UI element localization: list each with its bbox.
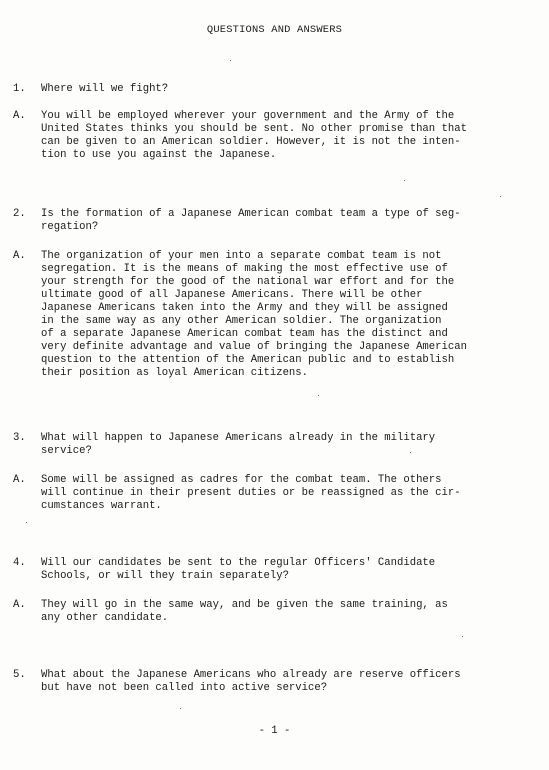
question-3-line-2: service? bbox=[41, 445, 92, 457]
question-2-line-2: regation? bbox=[41, 221, 99, 233]
scan-speck bbox=[500, 196, 501, 197]
page-number: - 1 - bbox=[258, 725, 291, 737]
answer-2-line-9: question to the attention of the American public and to establish bbox=[41, 354, 455, 366]
answer-4-line-1: They will go in the same way, and be given the same training, as bbox=[41, 599, 448, 611]
answer-2-line-3: your strength for the good of the national war effort and for the bbox=[41, 276, 455, 288]
question-5-line-2: but have not been called into active service? bbox=[41, 682, 328, 694]
answer-1-line-4: tion to use you against the Japanese. bbox=[41, 149, 277, 161]
question-4-line-2: Schools, or will they train separately? bbox=[41, 570, 289, 582]
answer-2-line-10: their position as loyal American citizens. bbox=[41, 367, 309, 379]
answer-1-marker: A. bbox=[13, 110, 26, 122]
answer-3-marker: A. bbox=[13, 474, 26, 486]
question-2-line-1: Is the formation of a Japanese American combat team a type of seg- bbox=[41, 208, 461, 220]
answer-2-line-5: Japanese Americans taken into the Army and they will be assigned bbox=[41, 302, 448, 314]
answer-2-marker: A. bbox=[13, 250, 26, 262]
question-3-line-1: What will happen to Japanese Americans already in the military bbox=[41, 432, 436, 444]
question-3-number: 3. bbox=[13, 432, 26, 444]
answer-2-line-4: ultimate good of all Japanese Americans. There will be other bbox=[41, 289, 423, 301]
answer-4-line-2: any other candidate. bbox=[41, 612, 169, 624]
answer-3-line-1: Some will be assigned as cadres for the combat team. The others bbox=[41, 474, 442, 486]
question-4-number: 4. bbox=[13, 557, 26, 569]
answer-2-line-1: The organization of your men into a separate combat team is not bbox=[41, 250, 442, 262]
scan-speck bbox=[404, 180, 405, 181]
scan-speck bbox=[410, 452, 411, 453]
answer-1-line-1: You will be employed wherever your government and the Army of the bbox=[41, 110, 455, 122]
scan-speck bbox=[230, 60, 231, 61]
scan-speck bbox=[318, 395, 319, 396]
page-title: QUESTIONS AND ANSWERS bbox=[206, 24, 343, 36]
question-1-number: 1. bbox=[13, 83, 26, 95]
answer-1-line-2: United States thinks you should be sent. No other promise than that bbox=[41, 123, 467, 135]
answer-2-line-6: in the same way as any other American soldier. The organization bbox=[41, 315, 442, 327]
question-5-number: 5. bbox=[13, 669, 26, 681]
answer-2-line-8: very definite advantage and value of bringing the Japanese American bbox=[41, 341, 467, 353]
answer-4-marker: A. bbox=[13, 599, 26, 611]
scan-speck bbox=[180, 708, 181, 709]
answer-2-line-2: segregation. It is the means of making the most effective use of bbox=[41, 263, 448, 275]
question-5-line-1: What about the Japanese Americans who already are reserve officers bbox=[41, 669, 461, 681]
scan-speck bbox=[26, 522, 27, 523]
answer-3-line-3: cumstances warrant. bbox=[41, 500, 162, 512]
question-2-number: 2. bbox=[13, 208, 26, 220]
question-1-text: Where will we fight? bbox=[41, 83, 169, 95]
answer-3-line-2: will continue in their present duties or be reassigned as the cir- bbox=[41, 487, 461, 499]
answer-2-line-7: of a separate Japanese American combat team has the distinct and bbox=[41, 328, 448, 340]
question-4-line-1: Will our candidates be sent to the regular Officers' Candidate bbox=[41, 557, 436, 569]
scan-speck bbox=[462, 636, 463, 637]
answer-1-line-3: can be given to an American soldier. However, it is not the inten- bbox=[41, 136, 461, 148]
